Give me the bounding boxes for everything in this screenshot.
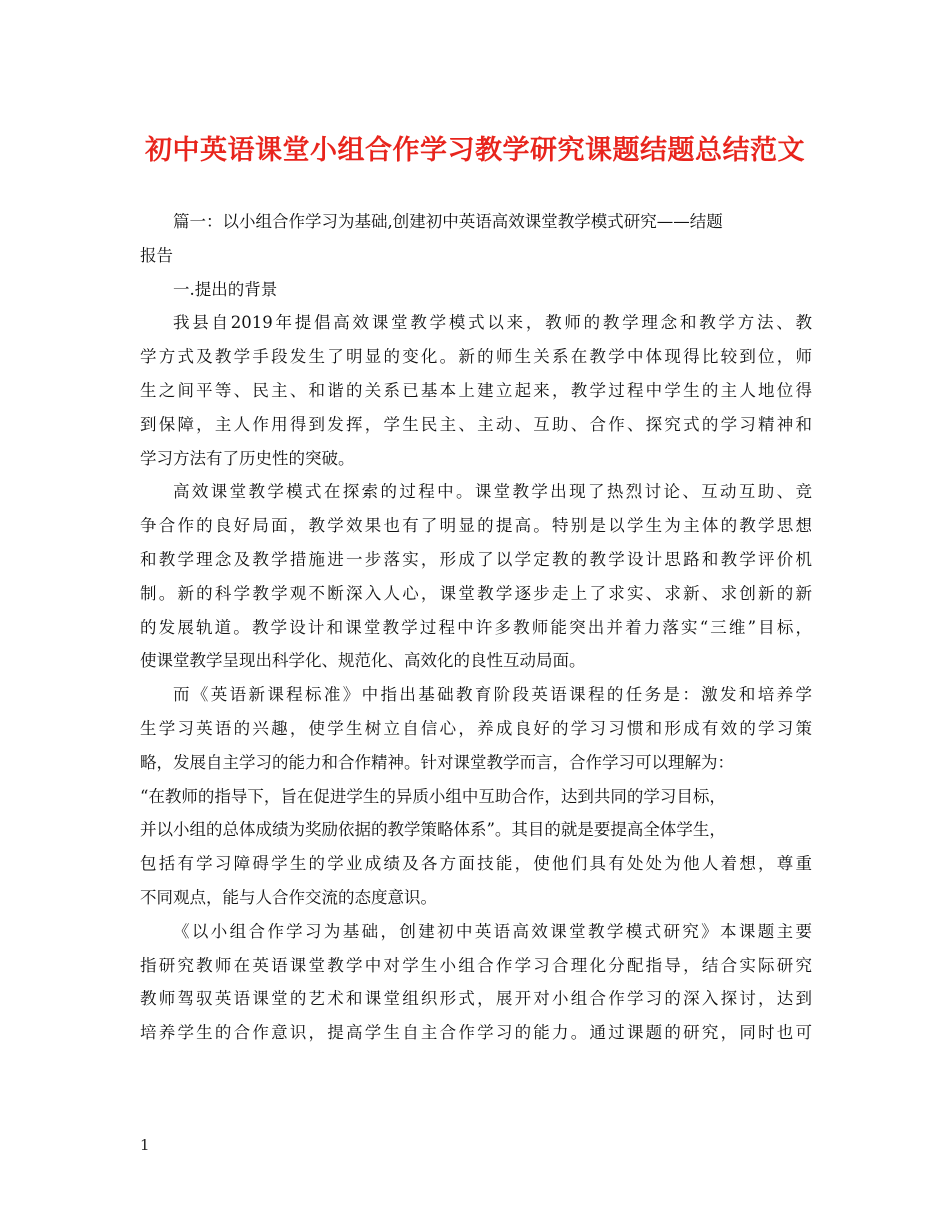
page-number: 1 [140,1136,150,1154]
paragraph-line: 生学习英语的兴趣，使学生树立自信心，养成良好的学习习惯和形成有效的学习策 [140,718,812,738]
paragraph-line: 而《英语新课程标准》中指出基础教育阶段英语课程的任务是：激发和培养学 [173,685,812,705]
section-heading: 一.提出的背景 [173,279,278,299]
paragraph-line: 制。新的科学教学观不断深入人心，课堂教学逐步走上了求实、求新、求创新的新 [140,583,812,603]
paragraph-line: 争合作的良好局面，教学效果也有了明显的提高。特别是以学生为主体的教学思想 [140,516,812,536]
paragraph-line: 篇一：以小组合作学习为基础,创建初中英语高效课堂教学模式研究——结题 [173,212,723,231]
paragraph-line: 到保障，主人作用得到发挥，学生民主、主动、互助、合作、探究式的学习精神和 [140,414,812,434]
paragraph-line: 报告 [140,245,173,265]
paragraph-line: 和教学理念及教学措施进一步落实，形成了以学定教的教学设计思路和教学评价机 [140,549,812,569]
paragraph-line: 使课堂教学呈现出科学化、规范化、高效化的良性互动局面。 [140,651,586,671]
paragraph-line: 的发展轨道。教学设计和课堂教学过程中许多教师能突出并着力落实“三维”目标， [140,617,812,637]
paragraph-line: 学习方法有了历史性的突破。 [140,448,355,468]
paragraph-line: 指研究教师在英语课堂教学中对学生小组合作学习合理化分配指导，结合实际研究 [140,955,812,975]
paragraph-line: 生之间平等、民主、和谐的关系已基本上建立起来，教学过程中学生的主人地位得 [140,380,812,400]
paragraph-line: 包括有学习障碍学生的学业成绩及各方面技能，使他们具有处处为他人着想，尊重 [140,854,812,874]
paragraph-line: “在教师的指导下，旨在促进学生的异质小组中互助合作，达到共同的学习目标， [140,786,726,806]
paragraph-line: 略，发展自主学习的能力和合作精神。针对课堂教学而言，合作学习可以理解为： [140,752,734,772]
paragraph-line: 学方式及教学手段发生了明显的变化。新的师生关系在教学中体现得比较到位，师 [140,347,812,367]
paragraph-line: 高效课堂教学模式在探索的过程中。课堂教学出现了热烈讨论、互动互助、竞 [173,482,812,502]
paragraph-line: 培养学生的合作意识，提高学生自主合作学习的能力。通过课题的研究，同时也可 [140,1023,812,1043]
paragraph-line: 教师驾驭英语课堂的艺术和课堂组织形式，展开对小组合作学习的深入探讨，达到 [140,989,812,1009]
paragraph-line: 我县自2019年提倡高效课堂教学模式以来，教师的教学理念和教学方法、教 [173,313,812,333]
document-title: 初中英语课堂小组合作学习教学研究课题结题总结范文 [145,135,805,166]
paragraph-line: 并以小组的总体成绩为奖励依据的教学策略体系”。其目的就是要提高全体学生， [140,820,726,840]
paragraph-line: 《以小组合作学习为基础，创建初中英语高效课堂教学模式研究》本课题主要 [173,921,812,941]
paragraph-line: 不同观点，能与人合作交流的态度意识。 [140,887,437,907]
document-body [140,205,812,1050]
